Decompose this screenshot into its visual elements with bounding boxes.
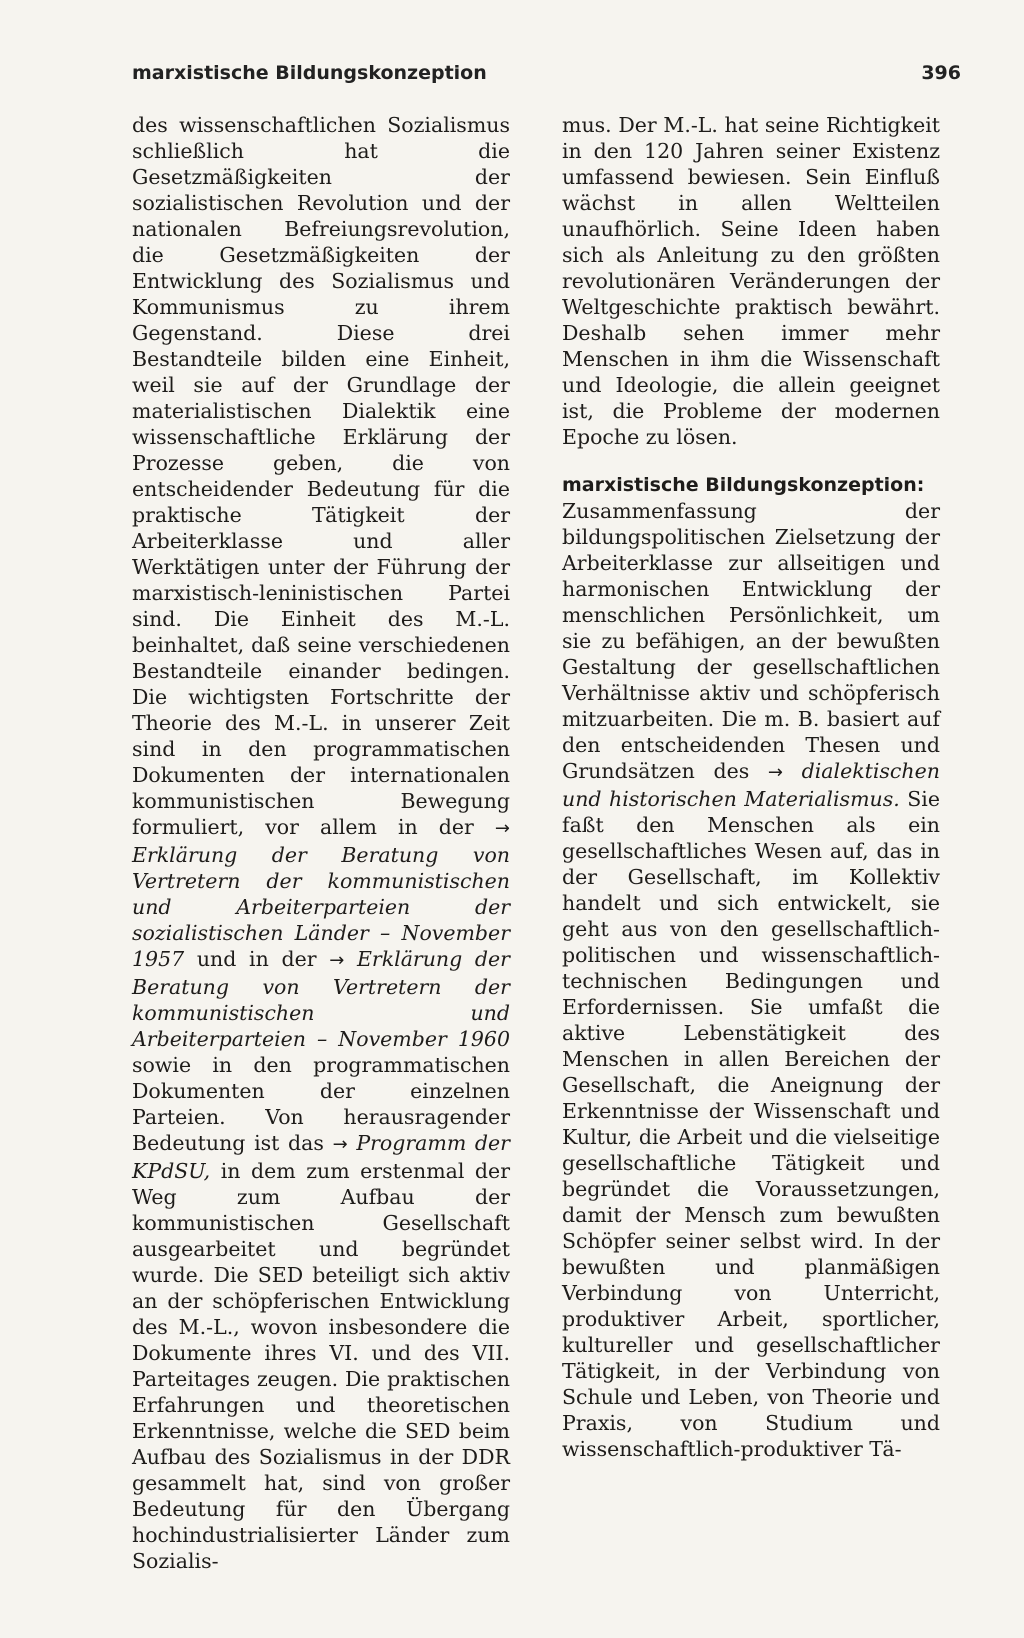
- cross-reference: dialektischen und historischen Materialismus.: [562, 759, 940, 811]
- cross-reference-arrow-icon: →: [329, 950, 345, 971]
- right-column: [562, 112, 940, 1462]
- text-run: des wissenschaftlichen Sozialismus schließlich hat die Gesetzmäßigkeiten der sozialistischen Revolution und der nationalen Befreiungsrevolution, die Gesetzmäßigkeiten der Entwicklung des Sozialismus und Kommunismus zu ihrem Gegenstand. Diese drei Bestandteile bilden eine Einheit, weil sie auf der Grundlage der materialistischen Dialektik eine wissenschaftliche Erklärung der Prozesse geben, die von entscheidender Bedeutung für die praktische Tätigkeit der Arbeiterklasse und aller Werktätigen unter der Führung der marxistisch-leninistischen Partei sind. Die Einheit des M.-L. beinhaltet, daß seine verschiedenen Bestandteile einander bedingen. Die wichtigsten Fortschritte der Theorie des M.-L. in unserer Zeit sind in den programmatischen Dokumenten der internationalen kommunistischen Bewegung formuliert, vor allem in der: [132, 113, 510, 839]
- entry-paragraph: [562, 472, 940, 1462]
- text-run: Sie faßt den Menschen als ein gesellschaftliches Wesen auf, das in der Gesellschaft, im Kollektiv handelt und sich entwickelt, sie geht aus von den gesellschaftlich-politischen und wissenschaftlich-technischen Bedingungen und Erfordernissen. Sie umfaßt die aktive Lebenstätigkeit des Menschen in allen Bereichen der Gesellschaft, die Aneignung der Erkenntnisse der Wissenschaft und Kultur, die Arbeit und die vielseitige gesellschaftliche Tätigkeit und begründet die Voraussetzungen, damit der Mensch zum bewußten Schöpfer seiner selbst wird. In der bewußten und planmäßigen Verbindung von Unterricht, produktiver Arbeit, sportlicher, kultureller und gesellschaftlicher Tätigkeit, in der Verbindung von Schule und Leben, von Theorie und Praxis, von Studium und wissenschaftlich-produktiver Tä-: [562, 787, 940, 1461]
- text-run: sowie in den programmatischen Dokumenten der einzelnen Parteien. Von herausragender Bedeutung ist das: [132, 1053, 510, 1155]
- cross-reference-arrow-icon: →: [332, 1134, 348, 1155]
- running-head-title: marxistische Bildungskonzeption: [132, 62, 487, 84]
- page-number: 396: [921, 62, 961, 84]
- text-run: in dem zum erstenmal der Weg zum Aufbau der kommunistischen Gesellschaft ausgearbeitet und begründet wurde. Die SED beteiligt sich aktiv an der schöpferischen Entwicklung des M.-L., wovon insbesondere die Dokumente ihres VI. und des VII. Parteitages zeugen. Die praktischen Erfahrungen und theoretischen Erkenntnisse, welche die SED beim Aufbau des Sozialismus in der DDR gesammelt hat, sind von großer Bedeutung für den Übergang hochindustrialisierter Länder zum Sozialis-: [132, 1159, 510, 1573]
- cross-reference: Erklärung der Beratung von Vertretern der kommunistischen und Arbeiterparteien der sozialistischen Länder – November 1957: [132, 843, 510, 971]
- cross-reference-arrow-icon: →: [494, 818, 510, 839]
- cross-reference: Programm der KPdSU,: [132, 1131, 510, 1183]
- cross-reference: Erklärung der Beratung von Vertretern der kommunistischen und Arbeiterparteien – November 1960: [132, 947, 510, 1051]
- left-column: [132, 112, 510, 1574]
- left-paragraph: [132, 112, 510, 1574]
- right-paragraph: mus. Der M.-L. hat seine Richtigkeit in den 120 Jahren seiner Existenz umfassend bewiesen. Sein Einfluß wächst in allen Weltteilen unaufhörlich. Seine Ideen haben sich als Anleitung zu den größten revolutionären Veränderungen der Weltgeschichte praktisch bewährt. Deshalb sehen immer mehr Menschen in ihm die Wissenschaft und Ideologie, die allein geeignet ist, die Probleme der modernen Epoche zu lösen.: [562, 113, 940, 449]
- text-run: Zusammenfassung der bildungspolitischen Zielsetzung der Arbeiterklasse zur allseitigen und harmonischen Entwicklung der menschlichen Persönlichkeit, um sie zu befähigen, an der bewußten Gestaltung der gesellschaftlichen Verhältnisse aktiv und schöpferisch mitzuarbeiten. Die m. B. basiert auf den entscheidenden Thesen und Grundsätzen des: [562, 499, 940, 783]
- running-head: [132, 62, 961, 96]
- cross-reference-arrow-icon: →: [767, 762, 783, 783]
- text-run: und in der: [196, 947, 317, 971]
- entry-heading: marxistische Bildungskonzeption:: [562, 474, 925, 496]
